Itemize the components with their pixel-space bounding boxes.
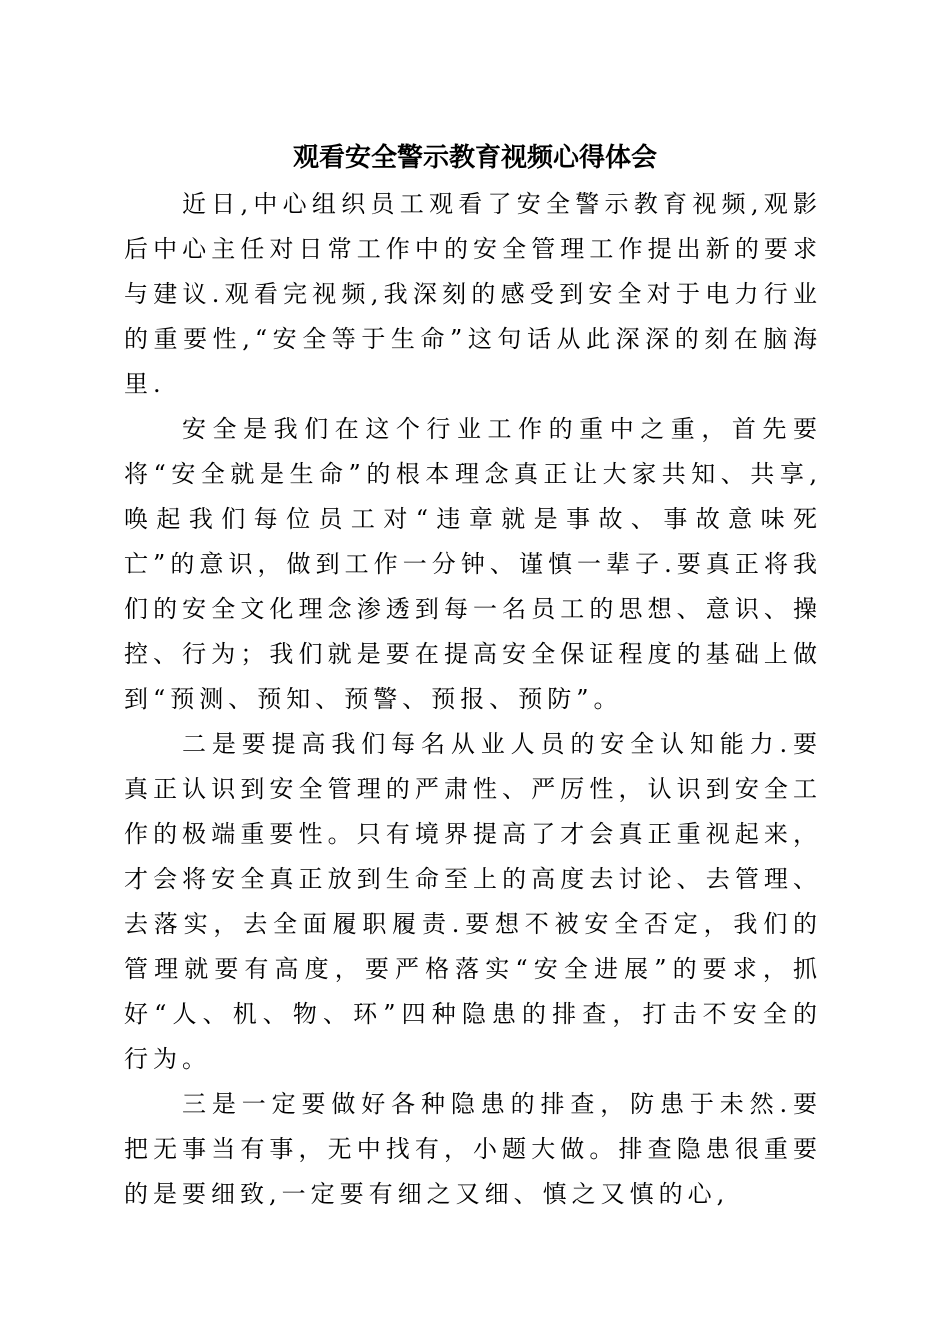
document-body <box>124 182 822 1217</box>
document-title: 观看安全警示教育视频心得体会 <box>292 143 657 173</box>
paragraph-2: 安全是我们在这个行业工作的重中之重，首先要将“安全就是生命”的根本理念真正让大家共知、共享,唤起我们每位员工对“违章就是事故、事故意味死亡”的意识，做到工作一分钟、谨慎一辈子.要真正将我们的安全文化理念渗透到每一名员工的思想、意识、操控、行为；我们就是要在提高安全保证程度的基础上做到“预测、预知、预警、预报、预防”。 <box>124 415 822 713</box>
paragraph-1: 近日,中心组织员工观看了安全警示教育视频,观影后中心主任对日常工作中的安全管理工作提出新的要求与建议.观看完视频,我深刻的感受到安全对于电力行业的重要性,“安全等于生命”这句话从此深深的刻在脑海里. <box>124 190 822 398</box>
paragraph-4: 三是一定要做好各种隐患的排查，防患于未然.要把无事当有事，无中找有，小题大做。排查隐患很重要的是要细致,一定要有细之又细、慎之又慎的心, <box>124 1090 822 1208</box>
paragraph-3: 二是要提高我们每名从业人员的安全认知能力.要真正认识到安全管理的严肃性、严厉性，认识到安全工作的极端重要性。只有境界提高了才会真正重视起来，才会将安全真正放到生命至上的高度去讨论、去管理、去落实，去全面履职履责.要想不被安全否定，我们的管理就要有高度，要严格落实“安全进展”的要求，抓好“人、机、物、环”四种隐患的排查，打击不安全的行为。 <box>124 730 822 1073</box>
